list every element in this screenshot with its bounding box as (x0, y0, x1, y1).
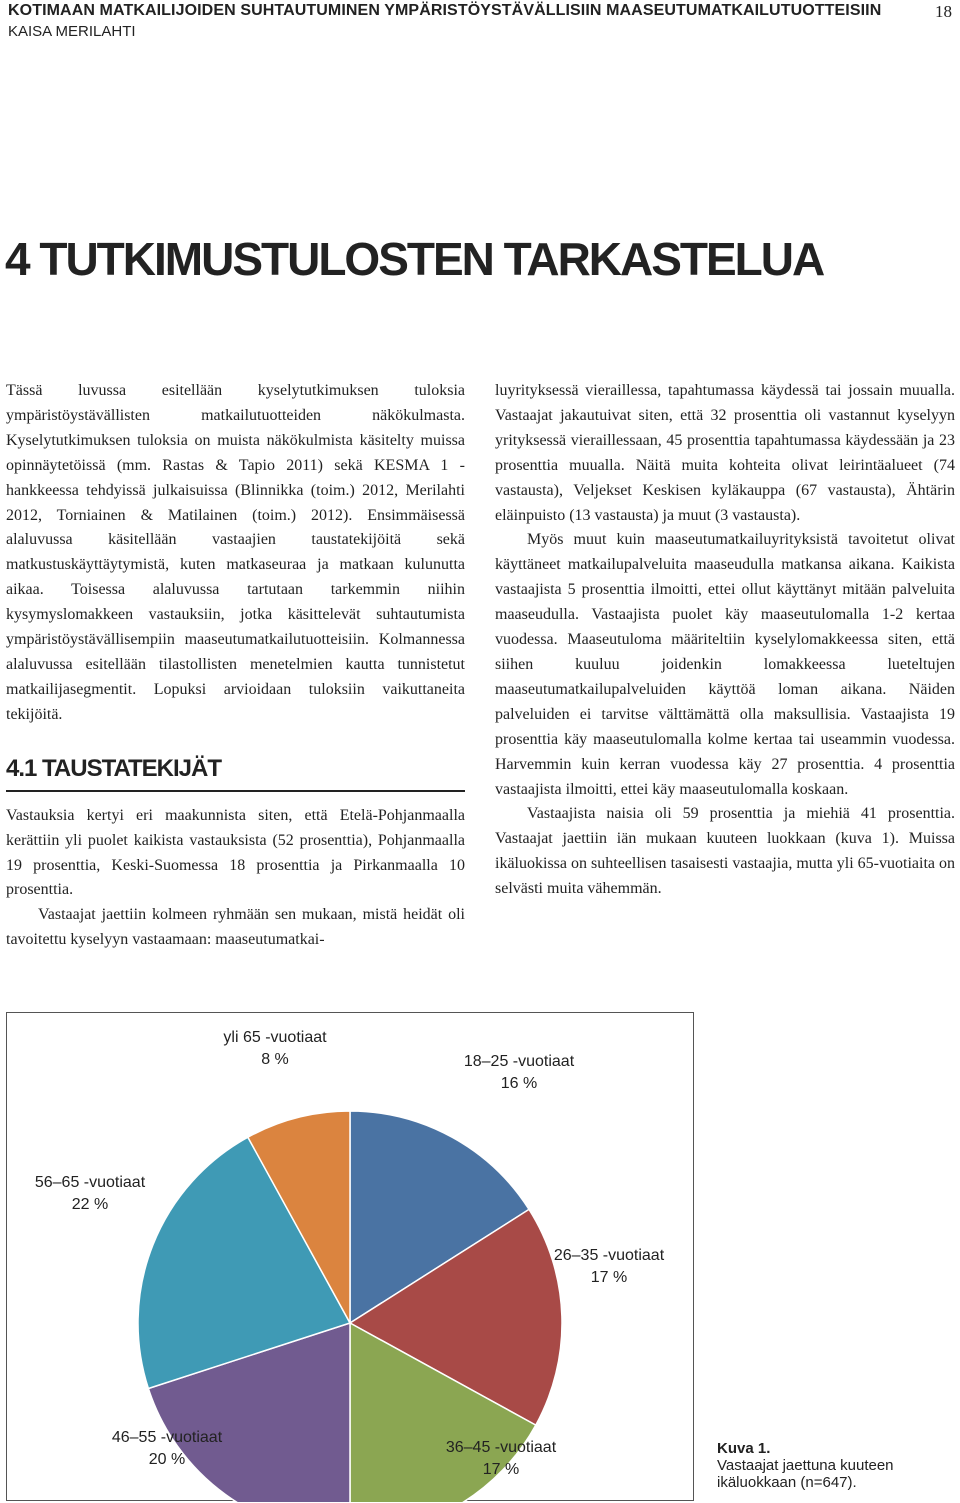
slice-label-name: 26–35 -vuotiaat (553, 1247, 665, 1264)
slice-label-36-45 (421, 1437, 581, 1481)
slice-label-value: 17 % (482, 1461, 520, 1478)
slice-label-value: 8 % (261, 1051, 289, 1068)
slice-label-56-65 (10, 1172, 170, 1216)
slice-label-26-35 (529, 1245, 689, 1289)
slice-label-name: 18–25 -vuotiaat (463, 1053, 575, 1070)
slice-label-value: 17 % (590, 1269, 628, 1286)
slice-label-value: 22 % (71, 1196, 109, 1213)
slice-label-name: 46–55 -vuotiaat (111, 1429, 223, 1446)
running-title: KOTIMAAN MATKAILIJOIDEN SUHTAUTUMINEN YMPÄRISTÖYSTÄVÄLLISIIN MAASEUTUMATKAILUTUOTTEISIIN (8, 2, 882, 19)
slice-label-18-25 (434, 1051, 604, 1095)
body-paragraph: Vastauksia kertyi eri maakunnista siten, että Etelä-Pohjanmaalla kerättiin yli puolet kaikista vastauksista (52 prosenttia), Pohjanmaalla 19 prosenttia, Keski-Suomessa 18 prosenttia ja Pirkanmaalla 10 prosenttia. (6, 806, 465, 899)
slice-label-name: yli 65 -vuotiaat (223, 1029, 327, 1046)
page-number: 18 (935, 2, 952, 21)
right-column (495, 379, 955, 902)
left-column (6, 379, 465, 953)
figure-caption (717, 1440, 957, 1491)
running-author: KAISA MERILAHTI (8, 23, 136, 40)
body-paragraph: Myös muut kuin maaseutumatkailuyrityksistä tavoitetut olivat käyttäneet matkailupalveluita maaseudulla matkansa aikana. Kaikista vastaajista 5 prosenttia ilmoitti, ettei ollut käyttänyt mitään palveluita maaseudulla. Vastaajista puolet käy maaseutulomalla 1-2 kertaa vuodessa. Maaseutuloma määriteltiin kyselylomakkeessa siten, että siihen kuuluu joidenkin lomakkeessa lueteltujen maaseutumatkailupalveluiden käyttöä loman aikana. Näiden palveluiden ei tarvitse välttämättä olla maksullisia. Vastaajista 19 prosenttia käy maaseutulomalla kolme kertaa tai useammin vuodessa. Harvemmin kuin kerran vuodessa käy 27 prosenttia. 4 prosenttia vastaajista ilmoitti, ettei käy maaseutulomalla koskaan. (495, 531, 955, 798)
slice-label-name: 36–45 -vuotiaat (445, 1439, 557, 1456)
intro-paragraph: Tässä luvussa esitellään kyselytutkimuksen tuloksia ympäristöystävällisten matkailutuotteiden näkökulmasta. Kyselytutkimuksen tuloksia on muista näkökulmista käsitelty muissa opinnäytetöissä (mm. Rastas & Tapio 2011) sekä KESMA 1 -hankkeessa tehdyissä julkaisuissa (Blinnikka (toim.) 2012, Merilahti 2012, Torniainen & Matilainen (toim.) 2012). Ensimmäisessä alaluvussa käsitellään vastaajien taustatekijöitä sekä matkustuskäyttäytymistä, kuten matkaseuraa ja matkaan kulunutta aikaa. Toisessa alaluvussa tartutaan tarkemmin niihin kysymyslomakkeen vastauksiin, jotka käsittelevät suhtautumista ympäristöystävällisempiin maaseutumatkailutuotteisiin. Kolmannessa alaluvussa esitellään tilastollisten menetelmien kautta tunnistetut matkailijasegmentit. Lopuksi arvioidaan tuloksiin vaikuttaneita tekijöitä. (6, 382, 465, 723)
slice-label-value: 20 % (148, 1451, 186, 1468)
pie-chart-frame (6, 1012, 694, 1501)
caption-label: Kuva 1. (717, 1440, 771, 1457)
caption-text: Vastaajat jaettuna kuuteen ikäluokkaan (n=647). (717, 1457, 894, 1491)
body-paragraph: luyrityksessä vieraillessa, tapahtumassa käydessä tai jossain muualla. Vastaajat jakautuivat siten, että 32 prosenttia oli vastannut kyselyyn yrityksessä vieraillessaan, 45 prosenttia tapahtumassa käydessään ja 23 prosenttia muualla. Näitä muita kohteita olivat leirintäalueet (74 vastausta), Veljekset Keskisen kyläkauppa (67 vastausta), Ähtärin eläinpuisto (13 vastausta) ja muut (3 vastausta). (495, 382, 955, 524)
body-paragraph: Vastaajat jaettiin kolmeen ryhmään sen mukaan, mistä heidät oli tavoitettu kyselyyn vastaamaan: maaseutumatkai- (6, 906, 465, 949)
slice-label-yli-65 (195, 1027, 355, 1071)
slice-label-46-55 (87, 1427, 247, 1471)
slice-label-name: 56–65 -vuotiaat (34, 1174, 146, 1191)
chapter-title: 4 TUTKIMUSTULOSTEN TARKASTELUA (5, 233, 824, 285)
body-paragraph: Vastaajista naisia oli 59 prosenttia ja miehiä 41 prosenttia. Vastaajat jaettiin iän mukaan kuuteen luokkaan (kuva 1). Muissa ikäluokissa on suhteellisen tasaisesti vastaajia, mutta yli 65-vuotiaita on selvästi muita vähemmän. (495, 805, 955, 898)
section-title: 4.1 TAUSTATEKIJÄT (6, 754, 465, 792)
slice-label-value: 16 % (500, 1075, 538, 1092)
page-header (8, 2, 952, 40)
